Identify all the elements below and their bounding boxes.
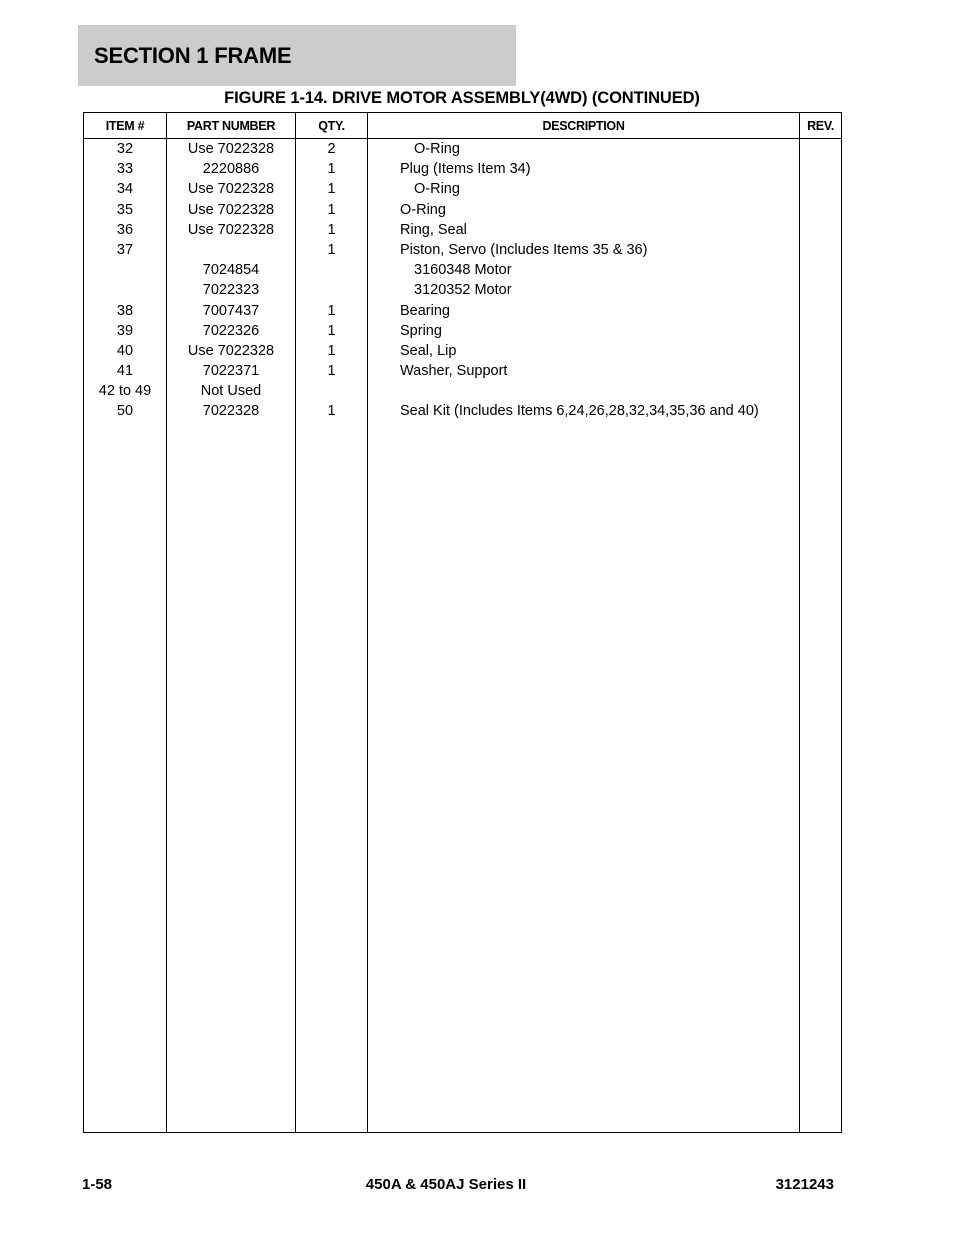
cell-rev (800, 240, 841, 260)
cell-description: Seal Kit (Includes Items 6,24,26,28,32,34,35,36 and 40) (400, 403, 759, 420)
cell-qty: 1 (327, 322, 336, 339)
cell-part-number: 7022371 (202, 363, 260, 380)
cell-part-number: 7024854 (202, 262, 260, 279)
cell-item: 32 (116, 141, 134, 157)
cell-description: Washer, Support (400, 363, 508, 380)
cell-rev (800, 159, 841, 179)
cell-rev (800, 260, 841, 280)
cell-description: Plug (Items Item 34) (400, 161, 531, 178)
cell-rev (800, 200, 841, 220)
cell-item: 41 (116, 363, 134, 380)
cell-qty: 1 (327, 342, 336, 359)
cell-qty: 1 (327, 161, 336, 178)
cell-description: 3160348 Motor (414, 262, 512, 279)
part-number-column (167, 139, 296, 1133)
header-rev: REV. (800, 113, 842, 139)
cell-description: Piston, Servo (Includes Items 35 & 36) (400, 241, 648, 258)
header-item: ITEM # (84, 113, 167, 139)
cell-qty (296, 381, 367, 401)
cell-part-number: Use 7022328 (187, 342, 275, 359)
description-column (368, 139, 800, 1133)
cell-item: 35 (116, 201, 134, 218)
cell-rev (800, 280, 841, 300)
cell-qty: 1 (327, 241, 336, 258)
item-column (84, 139, 167, 1133)
cell-item: 39 (116, 322, 134, 339)
cell-item (84, 260, 166, 280)
parts-table (83, 112, 842, 1133)
cell-qty: 2 (327, 141, 336, 157)
section-title: SECTION 1 FRAME (94, 42, 292, 68)
cell-description: Bearing (400, 302, 450, 319)
page-number: 1-58 (82, 1176, 113, 1193)
cell-rev (800, 381, 841, 401)
cell-part-number: 7022326 (202, 322, 260, 339)
cell-qty: 1 (327, 181, 336, 198)
cell-qty: 1 (327, 201, 336, 218)
cell-description: Seal, Lip (400, 342, 457, 359)
cell-qty: 1 (327, 302, 336, 319)
cell-item: 40 (116, 342, 134, 359)
rev-column (800, 139, 842, 1133)
cell-description: 3120352 Motor (414, 282, 512, 299)
cell-description: O-Ring (400, 201, 446, 218)
cell-description (368, 381, 799, 401)
cell-rev (800, 341, 841, 361)
cell-description: O-Ring (414, 141, 460, 157)
cell-description: Spring (400, 322, 442, 339)
cell-qty: 1 (327, 363, 336, 380)
cell-part-number (167, 240, 295, 260)
figure-title: FIGURE 1-14. DRIVE MOTOR ASSEMBLY(4WD) (CONTINUED) (224, 89, 700, 107)
cell-qty (296, 280, 367, 300)
cell-qty (296, 260, 367, 280)
cell-item (84, 280, 166, 300)
cell-description: O-Ring (414, 181, 460, 198)
cell-item: 38 (116, 302, 134, 319)
section-header (78, 25, 516, 86)
cell-item: 42 to 49 (98, 383, 152, 400)
cell-rev (800, 321, 841, 341)
cell-part-number: Use 7022328 (187, 201, 275, 218)
cell-rev (800, 361, 841, 381)
cell-rev (800, 220, 841, 240)
cell-part-number: Use 7022328 (187, 181, 275, 198)
qty-column (296, 139, 368, 1133)
cell-part-number: 7022323 (202, 282, 260, 299)
cell-part-number: Use 7022328 (187, 221, 275, 238)
cell-part-number: 7007437 (202, 302, 260, 319)
table-header-row (84, 113, 842, 139)
cell-part-number: Use 7022328 (187, 141, 275, 157)
cell-rev (800, 179, 841, 199)
table-body-row (84, 139, 842, 1133)
header-part-number: PART NUMBER (167, 113, 296, 139)
cell-part-number: 2220886 (202, 161, 260, 178)
cell-part-number: 7022328 (202, 403, 260, 420)
cell-item: 37 (116, 241, 134, 258)
cell-item: 33 (116, 161, 134, 178)
model-name: 450A & 450AJ Series II (365, 1176, 527, 1193)
cell-rev (800, 301, 841, 321)
document-number: 3121243 (775, 1176, 834, 1193)
cell-qty: 1 (327, 221, 336, 238)
cell-rev (800, 401, 841, 421)
cell-item: 34 (116, 181, 134, 198)
header-description: DESCRIPTION (368, 113, 800, 139)
cell-qty: 1 (327, 403, 336, 420)
cell-description: Ring, Seal (400, 221, 467, 238)
cell-part-number: Not Used (200, 383, 262, 400)
cell-item: 36 (116, 221, 134, 238)
cell-item: 50 (116, 403, 134, 420)
cell-rev (800, 139, 841, 159)
header-qty: QTY. (296, 113, 368, 139)
